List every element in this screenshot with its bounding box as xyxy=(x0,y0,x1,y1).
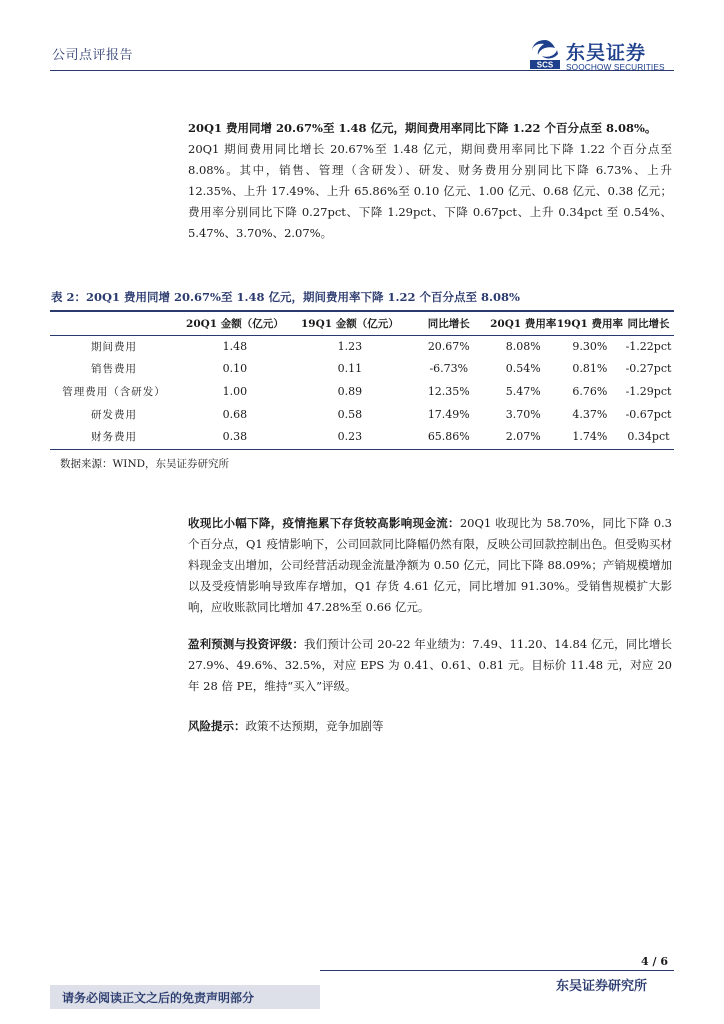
footer-disclaimer: 请务必阅读正文之后的免责声明部分 xyxy=(62,991,255,1005)
logo-chinese-name: 东吴证券 xyxy=(566,42,647,64)
footer-institute: 东吴证券研究所 xyxy=(556,979,648,994)
table-cell: 1.74% xyxy=(572,430,608,444)
expense-body: 20Q1 期间费用同比增长 20.67%至 1.48 亿元，期间费用率同比下降 1.22 个百分点至 8.08%。其中，销售、管理（含研发）、研发、财务费用分别同比下降 6.73%、上升 12.35%、上升 17.49%、上升 65.86%至 0.10 亿元、1.00 亿元、0.68 亿元、0.38 亿元；费用率分别同比下降 0.27pct、下降 1.29pct、下降 0.67pct、上升 0.34pct 至 0.54%、5.47%、3.70%、2.07%。 xyxy=(188,142,672,240)
page-number: 4 / 6 xyxy=(641,955,668,968)
table-cell: 65.86% xyxy=(427,430,470,444)
table-cell: 9.30% xyxy=(572,339,608,353)
table-cell: 1.48 xyxy=(222,339,248,353)
table-row xyxy=(50,425,674,448)
header-cell: 20Q1 费用率 xyxy=(490,318,557,330)
risk-body: 政策不达预期，竞争加剧等 xyxy=(245,719,384,733)
table-cell: 0.81% xyxy=(572,362,608,376)
table-row xyxy=(50,358,674,381)
header-cell: 19Q1 费用率 xyxy=(556,318,623,330)
table-cell: 0.68 xyxy=(222,407,248,421)
table-source-note: 数据来源：WIND，东吴证券研究所 xyxy=(60,458,230,470)
table-cell: 12.35% xyxy=(427,384,470,398)
row-label: 研发费用 xyxy=(90,408,137,421)
company-logo xyxy=(528,38,678,72)
cashflow-paragraph xyxy=(188,513,672,618)
forecast-body: 我们预计公司 20-22 年业绩为：7.49、11.20、14.84 亿元，同比增长 27.9%、49.6%、32.5%，对应 EPS 为 0.41、0.61、0.81 元。目标价 11.48 元，对应 20 年 28 倍 PE，维持“买入”评级。 xyxy=(188,637,672,693)
header-cell: 同比增长 xyxy=(627,318,670,330)
report-type-label: 公司点评报告 xyxy=(52,48,134,63)
table-cell: 20.67% xyxy=(427,339,470,353)
table-cell: -1.29pct xyxy=(625,384,672,398)
table-title: 表 2：20Q1 费用同增 20.67%至 1.48 亿元，期间费用率下降 1.22 个百分点至 8.08% xyxy=(51,290,520,304)
table-cell: 0.34pct xyxy=(627,430,670,444)
table-cell: 1.00 xyxy=(222,384,248,398)
table-cell: -6.73% xyxy=(429,362,469,376)
table-cell: 0.11 xyxy=(337,362,363,376)
table-cell: 17.49% xyxy=(427,407,470,421)
soochow-logo-icon xyxy=(528,38,562,70)
expense-table xyxy=(50,312,674,448)
table-header-row xyxy=(50,312,674,335)
table-cell: 3.70% xyxy=(505,407,541,421)
footer-divider xyxy=(320,970,674,971)
table-cell: 4.37% xyxy=(572,407,608,421)
table-cell: 0.23 xyxy=(337,430,363,444)
table-row xyxy=(50,403,674,426)
expense-paragraph xyxy=(188,118,672,244)
table-cell: -0.67pct xyxy=(625,407,672,421)
table-cell: 2.07% xyxy=(505,430,541,444)
table-cell: 1.23 xyxy=(337,339,363,353)
table-cell: 0.58 xyxy=(337,407,363,421)
table-cell: 0.10 xyxy=(222,362,248,376)
table-bottom-rule xyxy=(50,449,674,450)
table-row xyxy=(50,335,674,358)
forecast-heading: 盈利预测与投资评级： xyxy=(188,637,305,651)
header-cell: 同比增长 xyxy=(427,318,470,330)
row-label: 管理费用（含研发） xyxy=(62,385,166,398)
table-row xyxy=(50,380,674,403)
header-cell xyxy=(50,312,178,335)
table-cell: 0.38 xyxy=(222,430,248,444)
row-label: 销售费用 xyxy=(90,363,137,376)
row-label: 财务费用 xyxy=(90,431,137,444)
header-cell: 20Q1 金额（亿元） xyxy=(186,318,284,330)
risk-paragraph xyxy=(188,716,672,737)
logo-english-name: SOOCHOW SECURITIES xyxy=(566,62,665,72)
table-cell: 0.89 xyxy=(337,384,363,398)
logo-mark-text: SCS xyxy=(536,60,554,70)
risk-heading: 风险提示： xyxy=(188,719,246,733)
expense-heading: 20Q1 费用同增 20.67%至 1.48 亿元，期间费用率同比下降 1.22 个百分点至 8.08%。 xyxy=(188,121,657,135)
table-cell: 6.76% xyxy=(572,384,608,398)
cashflow-body: 20Q1 收现比为 58.70%，同比下降 0.3 个百分点，Q1 疫情影响下，公司回款同比降幅仍然有限，反映公司回款控制出色。但受购买材料现金支出增加，公司经营活动现金流量净额为 0.50 亿元，同比下降 88.09%；产销规模增加以及受疫情影响导致库存增加，Q1 存货 4.61 亿元，同比增加 91.30%。受销售规模扩大影响，应收账款同比增加 47.28%至 0.66 亿元。 xyxy=(188,516,672,614)
cashflow-heading: 收现比小幅下降，疫情拖累下存货较高影响现金流： xyxy=(188,516,460,530)
table-cell: 8.08% xyxy=(505,339,541,353)
header-cell: 19Q1 金额（亿元） xyxy=(301,318,399,330)
table-cell: 0.54% xyxy=(505,362,541,376)
forecast-paragraph xyxy=(188,634,672,697)
row-label: 期间费用 xyxy=(90,340,137,353)
table-cell: 5.47% xyxy=(505,384,541,398)
table-cell: -0.27pct xyxy=(625,362,672,376)
table-cell: -1.22pct xyxy=(625,339,672,353)
